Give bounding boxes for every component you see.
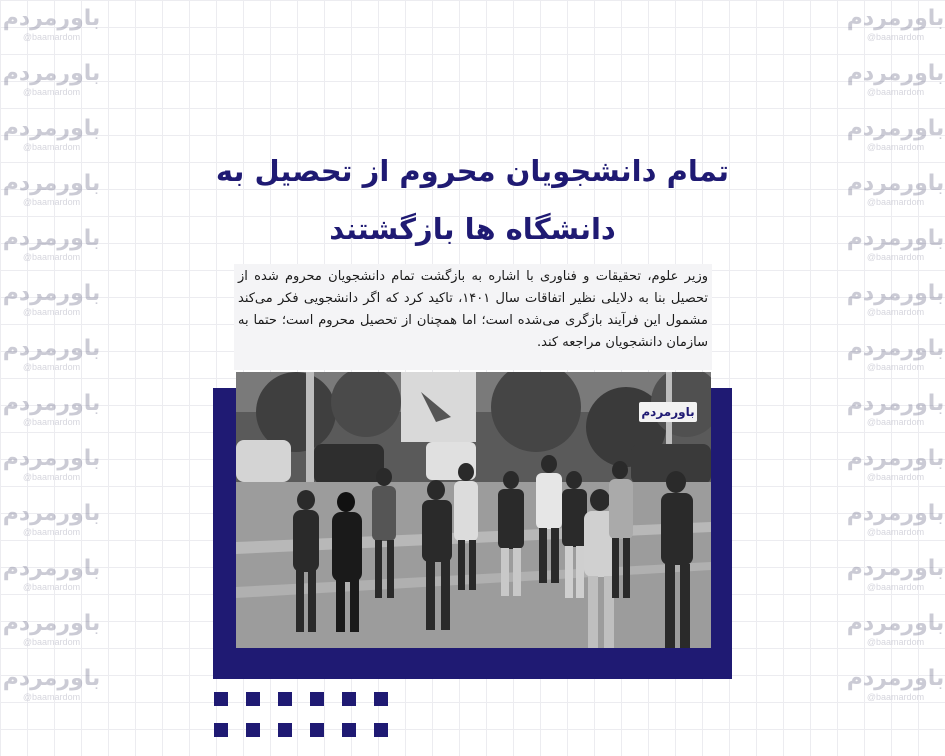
headline-line-1: تمام دانشجویان محروم از تحصیل به <box>215 154 730 188</box>
watermark-handle: @baamardom <box>866 197 925 207</box>
students-walking-photo <box>236 372 711 648</box>
watermark-logo: باورمردم <box>2 556 101 581</box>
watermark <box>4 6 99 61</box>
photo-logo: باورمردم <box>639 402 697 422</box>
square-dot <box>278 723 292 737</box>
article-text: وزیر علوم، تحقیقات و فناوری با اشاره به بازگشت تمام دانشجویان محروم شده از تحصیل بنا به دلایلی نظیر اتفاقات سال ۱۴۰۱، تاکید کرد که اگر دانشجویی فکر می‌کند مشمول این فرآیند بازگری می‌شده است؛ اما همچنان از تحصیل محروم است؛ حتما به سازمان دانشجویان مراجعه کند. <box>234 264 712 370</box>
watermark-handle: @baamardom <box>866 87 925 97</box>
watermark-logo: باورمردم <box>2 61 101 86</box>
watermark-logo: باورمردم <box>2 611 101 636</box>
watermark-logo: باورمردم <box>846 446 945 471</box>
watermark-handle: @baamardom <box>22 362 81 372</box>
watermark <box>4 666 99 721</box>
watermark <box>4 501 99 556</box>
square-dot <box>374 692 388 706</box>
watermark-logo: باورمردم <box>846 171 945 196</box>
watermark-handle: @baamardom <box>22 582 81 592</box>
square-dot <box>214 692 228 706</box>
watermark <box>848 171 943 226</box>
watermark-handle: @baamardom <box>866 472 925 482</box>
watermark-handle: @baamardom <box>866 362 925 372</box>
watermark-logo: باورمردم <box>2 391 101 416</box>
watermark <box>848 116 943 171</box>
watermark-handle: @baamardom <box>22 472 81 482</box>
watermark-logo: باورمردم <box>2 6 101 31</box>
watermark-handle: @baamardom <box>22 307 81 317</box>
watermark-handle: @baamardom <box>866 32 925 42</box>
square-dot <box>310 692 324 706</box>
square-dot <box>342 692 356 706</box>
watermark-logo: باورمردم <box>846 556 945 581</box>
square-dot <box>246 723 260 737</box>
watermark-handle: @baamardom <box>22 32 81 42</box>
watermark-handle: @baamardom <box>866 692 925 702</box>
watermark-logo: باورمردم <box>2 171 101 196</box>
watermark-handle: @baamardom <box>22 637 81 647</box>
watermark <box>4 61 99 116</box>
watermark <box>4 556 99 611</box>
watermark <box>848 446 943 501</box>
watermark-handle: @baamardom <box>22 527 81 537</box>
watermark-handle: @baamardom <box>866 527 925 537</box>
watermark <box>848 501 943 556</box>
watermark-handle: @baamardom <box>22 417 81 427</box>
watermark-logo: باورمردم <box>846 6 945 31</box>
watermark-logo: باورمردم <box>2 446 101 471</box>
watermark <box>848 666 943 721</box>
watermark <box>848 281 943 336</box>
watermark <box>848 556 943 611</box>
watermark <box>848 6 943 61</box>
square-dot <box>278 692 292 706</box>
watermark-logo: باورمردم <box>846 226 945 251</box>
watermark <box>848 611 943 666</box>
headline-line-2: دانشگاه ها بازگشتند <box>329 212 616 246</box>
watermark-logo: باورمردم <box>846 336 945 361</box>
watermark-logo: باورمردم <box>2 501 101 526</box>
watermark-logo: باورمردم <box>2 226 101 251</box>
watermark <box>4 281 99 336</box>
watermark-handle: @baamardom <box>866 582 925 592</box>
watermark <box>4 336 99 391</box>
watermark-column-right <box>848 6 943 721</box>
watermark-handle: @baamardom <box>866 307 925 317</box>
decorative-dot-grid <box>214 692 390 738</box>
headline <box>200 142 745 258</box>
watermark <box>4 446 99 501</box>
watermark <box>4 611 99 666</box>
watermark <box>848 61 943 116</box>
watermark <box>4 116 99 171</box>
watermark-logo: باورمردم <box>846 281 945 306</box>
watermark-column-left <box>4 6 99 721</box>
watermark-handle: @baamardom <box>22 197 81 207</box>
watermark <box>848 226 943 281</box>
watermark <box>4 226 99 281</box>
watermark-logo: باورمردم <box>846 501 945 526</box>
watermark-logo: باورمردم <box>846 61 945 86</box>
watermark-handle: @baamardom <box>866 252 925 262</box>
watermark-logo: باورمردم <box>846 116 945 141</box>
watermark <box>848 336 943 391</box>
watermark-handle: @baamardom <box>866 417 925 427</box>
watermark-logo: باورمردم <box>2 336 101 361</box>
watermark-handle: @baamardom <box>22 142 81 152</box>
watermark-handle: @baamardom <box>22 252 81 262</box>
watermark-logo: باورمردم <box>2 281 101 306</box>
watermark-logo: باورمردم <box>846 611 945 636</box>
watermark-logo: باورمردم <box>846 391 945 416</box>
square-dot <box>214 723 228 737</box>
watermark-handle: @baamardom <box>22 692 81 702</box>
watermark-handle: @baamardom <box>22 87 81 97</box>
watermark-logo: باورمردم <box>846 666 945 691</box>
watermark-handle: @baamardom <box>866 637 925 647</box>
watermark <box>848 391 943 446</box>
square-dot <box>374 723 388 737</box>
watermark-logo: باورمردم <box>2 666 101 691</box>
square-dot <box>342 723 356 737</box>
watermark <box>4 391 99 446</box>
square-dot <box>246 692 260 706</box>
watermark-handle: @baamardom <box>866 142 925 152</box>
watermark <box>4 171 99 226</box>
square-dot <box>310 723 324 737</box>
watermark-logo: باورمردم <box>2 116 101 141</box>
